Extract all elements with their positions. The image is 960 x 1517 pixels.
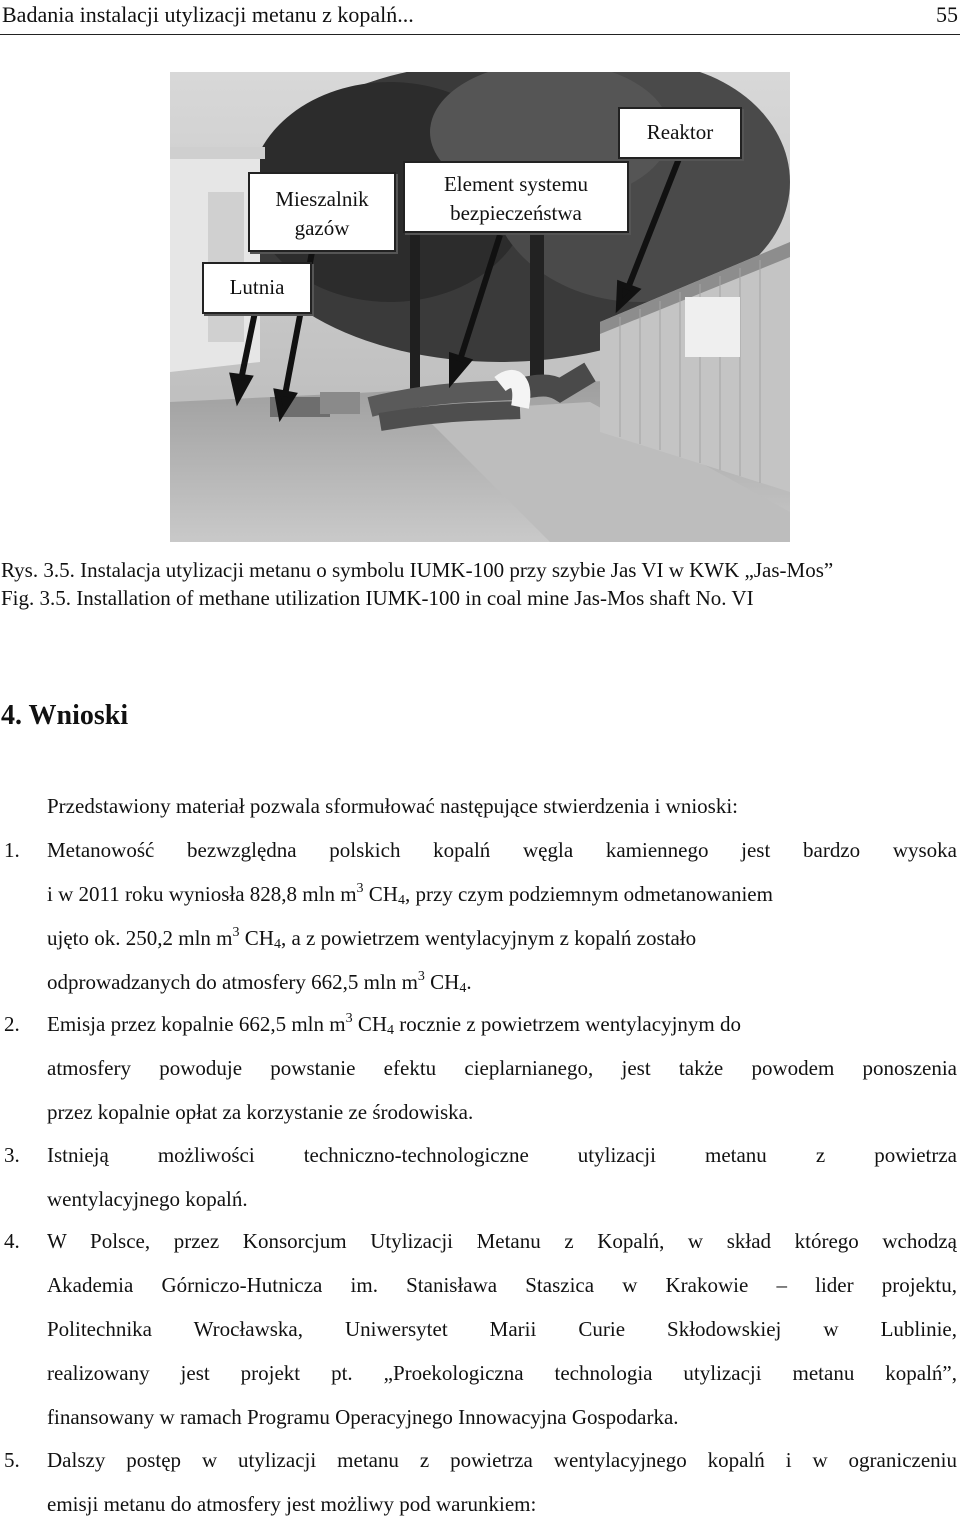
callout-mieszalnik-line1: Mieszalnik xyxy=(275,187,369,211)
callout-element-systemu xyxy=(403,161,629,233)
section-heading: 4. Wnioski xyxy=(1,700,129,731)
figure-caption-pl: Rys. 3.5. Instalacja utylizacji metanu o symbolu IUMK-100 przy szybie Jas VI w KWK „Jas-Mos” xyxy=(1,558,834,582)
running-header-title: Badania instalacji utylizacji metanu z kopalń... xyxy=(2,2,414,27)
list-line: emisji metanu do atmosfery jest możliwy pod warunkiem: xyxy=(47,1492,537,1516)
list-line: finansowany w ramach Programu Operacyjnego Innowacyjna Gospodarka. xyxy=(47,1405,679,1429)
list-line: Politechnika Wrocławska, Uniwersytet Marii Curie Skłodowskiej w Lublinie, xyxy=(47,1317,957,1341)
list-line: Dalszy postęp w utylizacji metanu z powietrza wentylacyjnego kopalń i w ograniczeniu xyxy=(47,1448,957,1472)
list-line: ujęto ok. 250,2 mln $m^3$ $CH_4$, a z powietrzem wentylacyjnym z kopalń zostało xyxy=(47,925,697,952)
callout-lutnia-label: Lutnia xyxy=(229,275,285,299)
list-line: i w 2011 roku wyniosła 828,8 mln $m^3$ $CH_4$, przy czym podziemnym odmetanowaniem xyxy=(47,881,773,908)
list-line: przez kopalnie opłat za korzystanie ze środowiska. xyxy=(47,1100,474,1124)
list-line: Metanowość bezwzględna polskich kopalń węgla kamiennego jest bardzo wysoka xyxy=(47,838,957,862)
callout-mieszalnik xyxy=(248,172,396,252)
list-number: 5. xyxy=(4,1448,20,1472)
list-number: 1. xyxy=(4,838,20,862)
list-line: Emisja przez kopalnie 662,5 mln $m^3$ $CH_4$ rocznie z powietrzem wentylacyjnym do xyxy=(47,1011,741,1038)
callout-element-line1: Element systemu xyxy=(443,172,589,196)
callout-mieszalnik-line2: gazów xyxy=(294,216,350,240)
list-number: 2. xyxy=(4,1012,20,1036)
list-line: wentylacyjnego kopalń. xyxy=(47,1187,248,1211)
figure-caption-en: Fig. 3.5. Installation of methane utilization IUMK-100 in coal mine Jas-Mos shaft No. VI xyxy=(1,586,754,610)
intro-paragraph: Przedstawiony materiał pozwala sformułować następujące stwierdzenia i wnioski: xyxy=(47,794,739,818)
page-number: 55 xyxy=(936,2,958,27)
list-number: 4. xyxy=(4,1229,20,1253)
callout-reaktor xyxy=(618,107,742,159)
list-line: Istnieją możliwości techniczno-technologiczne utylizacji metanu z powietrza xyxy=(47,1143,957,1167)
callout-lutnia xyxy=(202,262,312,314)
callout-element-line2: bezpieczeństwa xyxy=(450,201,582,225)
list-line: W Polsce, przez Konsorcjum Utylizacji Metanu z Kopalń, w skład którego wchodzą xyxy=(47,1229,957,1253)
list-line: Akademia Górniczo-Hutnicza im. Stanisława Staszica w Krakowie – lider projektu, xyxy=(47,1273,957,1297)
list-line: odprowadzanych do atmosfery 662,5 mln $m^3$ $CH_4$. xyxy=(47,969,472,996)
list-line: realizowany jest projekt pt. „Proekologiczna technologia utylizacji metanu kopalń”, xyxy=(47,1361,957,1385)
list-number: 3. xyxy=(4,1143,20,1167)
callout-reaktor-label: Reaktor xyxy=(646,120,714,144)
list-line: atmosfery powoduje powstanie efektu cieplarnianego, jest także powodem ponoszenia xyxy=(47,1056,957,1080)
